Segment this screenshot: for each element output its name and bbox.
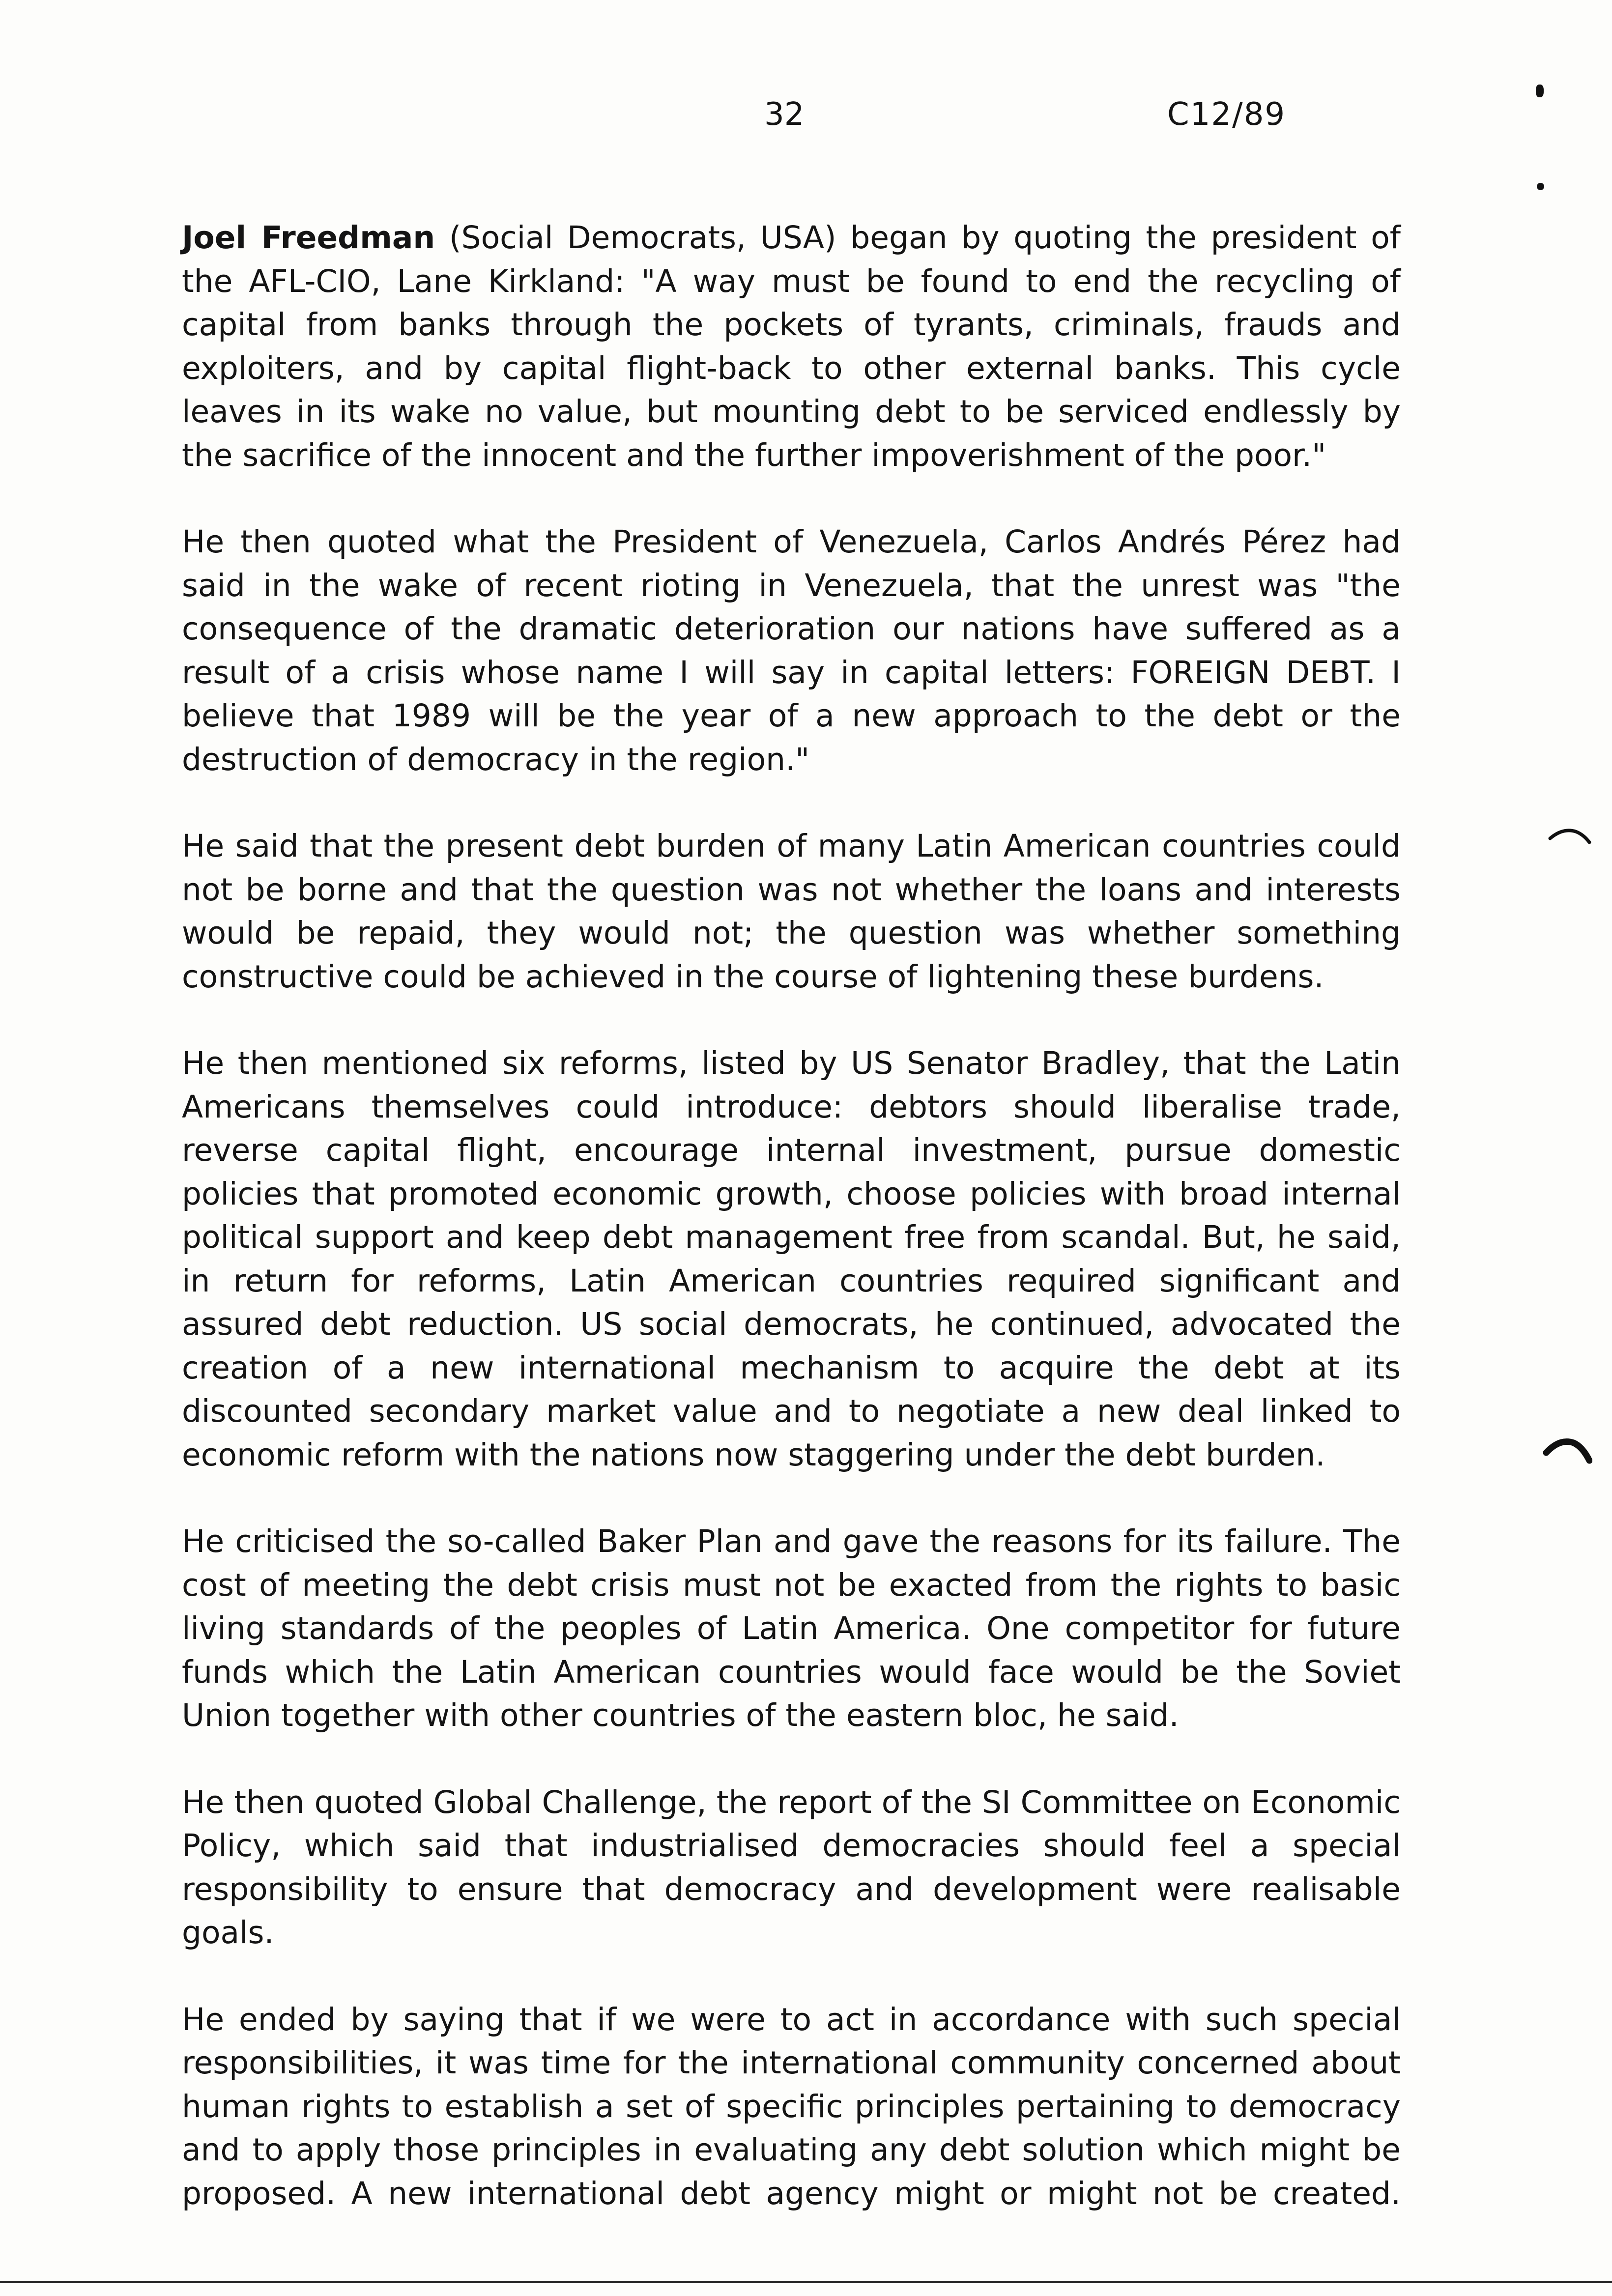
- margin-mark-dot: [1536, 85, 1544, 97]
- paragraph-text: (Social Democrats, USA) began by quoting the president of the AFL-CIO, Lane Kirkland: "A way must be found to end the recycling of capital from banks through the pockets of tyrants, criminals, frauds and exploiters, and by capital flight-back to other external banks. This cycle leaves in its wake no value, but mounting debt to be serviced endlessly by the sacrifice of the innocent and the further impoverishment of the poor.": [182, 220, 1401, 473]
- paragraph: He then mentioned six reforms, listed by US Senator Bradley, that the Latin Americans themselves could introduce: debtors should liberalise trade, reverse capital flight, encourage internal investment, pursue domestic policies that promoted economic growth, choose policies with broad internal political support and keep debt management free from scandal. But, he said, in return for reforms, Latin American countries required significant and assured debt reduction. US social democrats, he continued, advocated the creation of a new international mechanism to acquire the debt at its discounted secondary market value and to negotiate a new deal linked to economic reform with the nations now staggering under the debt burden.: [182, 1045, 1401, 1473]
- margin-mark-arc: [1543, 1435, 1592, 1464]
- paragraph: [182, 216, 1401, 477]
- paragraph: He said that the present debt burden of many Latin American countries could not be borne and that the question was not whether the loans and interests would be repaid, they would not; the question was whether something constructive could be achieved in the course of lightening these burdens.: [182, 828, 1401, 995]
- document-code: C12/89: [1167, 96, 1286, 133]
- paragraph: He ended by saying that if we were to act in accordance with such special responsibilities, it was time for the international community concerned about human rights to establish a set of specific principles pertaining to democracy and to apply those principles in evaluating any debt solution which might be proposed. A new international debt agency might or might not be created.: [182, 2001, 1401, 2211]
- margin-mark-dot: [1537, 183, 1544, 190]
- page-number: 32: [764, 96, 805, 133]
- body-text: [182, 216, 1401, 2215]
- speaker-name: Joel Freedman: [182, 220, 435, 256]
- paragraph: He then quoted what the President of Venezuela, Carlos Andrés Pérez had said in the wake of recent rioting in Venezuela, that the unrest was "the consequence of the dramatic deterioration our nations have suffered as a result of a crisis whose name I will say in capital letters: FOREIGN DEBT. I believe that 1989 will be the year of a new approach to the debt or the destruction of democracy in the region.": [182, 524, 1401, 777]
- margin-mark-arc: [1548, 826, 1592, 845]
- page-header: [0, 92, 1612, 137]
- paragraph: He then quoted Global Challenge, the report of the SI Committee on Economic Policy, which said that industrialised democracies should feel a special responsibility to ensure that democracy and development were realisable goals.: [182, 1784, 1401, 1951]
- bottom-rule: [0, 2280, 1612, 2284]
- paragraph: He criticised the so-called Baker Plan and gave the reasons for its failure. The cost of meeting the debt crisis must not be exacted from the rights to basic living standards of the peoples of Latin America. One competitor for future funds which the Latin American countries would face would be the Soviet Union together with other countries of the eastern bloc, he said.: [182, 1523, 1401, 1733]
